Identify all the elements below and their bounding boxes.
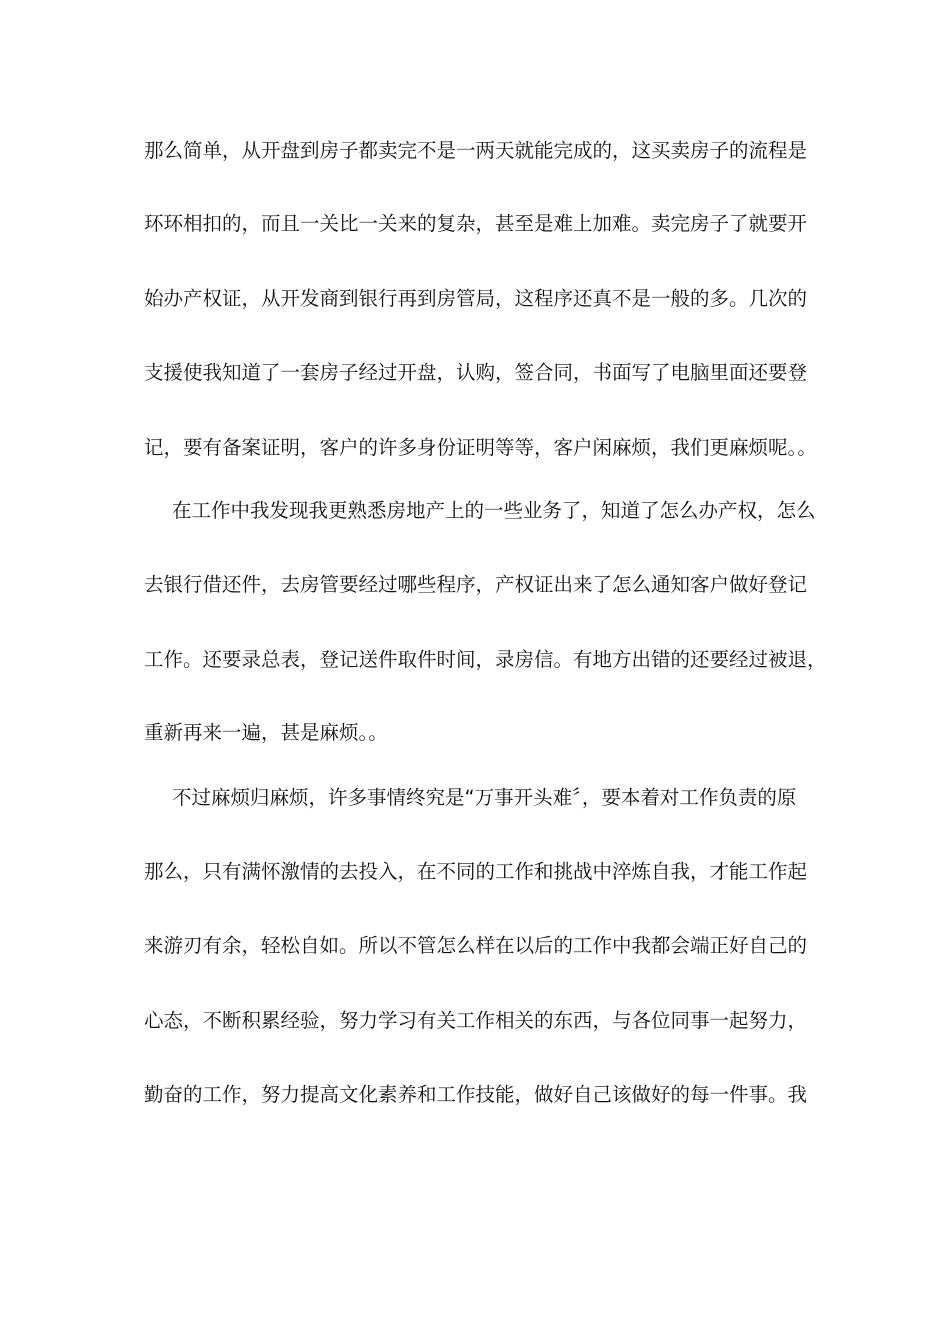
text-line: 支援使我知道了一套房子经过开盘，认购，签合同，书面写了电脑里面还要登 [144, 361, 808, 384]
text-line: 那么简单，从开盘到房子都卖完不是一两天就能完成的，这买卖房子的流程是 [144, 139, 808, 162]
text-line: 记，要有备案证明，客户的许多身份证明等等，客户闲麻烦，我们更麻烦呢。。 [144, 436, 817, 459]
paragraph-start-line: 不过麻烦归麻烦，许多事情终究是“万事开头难〞，要本着对工作负责的原 [172, 786, 797, 809]
paragraph-start-line: 在工作中我发现我更熟悉房地产上的一些业务了，知道了怎么办产权，怎么 [172, 499, 816, 522]
text-line: 重新再来一遍，甚是麻烦。。 [144, 721, 388, 744]
text-line: 去银行借还件，去房管要经过哪些程序，产权证出来了怎么通知客户做好登记 [144, 573, 808, 596]
text-line: 工作。还要录总表，登记送件取件时间，录房信。有地方出错的还要经过被退， [144, 648, 827, 671]
text-line: 来游刃有余，轻松自如。所以不管怎么样在以后的工作中我都会端正好自己的 [144, 934, 808, 957]
text-line: 始办产权证，从开发商到银行再到房管局，这程序还真不是一般的多。几次的 [144, 287, 808, 310]
text-line: 心态，不断积累经验，努力学习有关工作相关的东西，与各位同事一起努力， [144, 1009, 808, 1032]
text-line: 环环相扣的，而且一关比一关来的复杂，甚至是难上加难。卖完房子了就要开 [144, 212, 808, 235]
text-line: 勤奋的工作，努力提高文化素养和工作技能，做好自己该做好的每一件事。我 [144, 1083, 808, 1106]
text-line: 那么，只有满怀激情的去投入，在不同的工作和挑战中淬炼自我，才能工作起 [144, 860, 808, 883]
